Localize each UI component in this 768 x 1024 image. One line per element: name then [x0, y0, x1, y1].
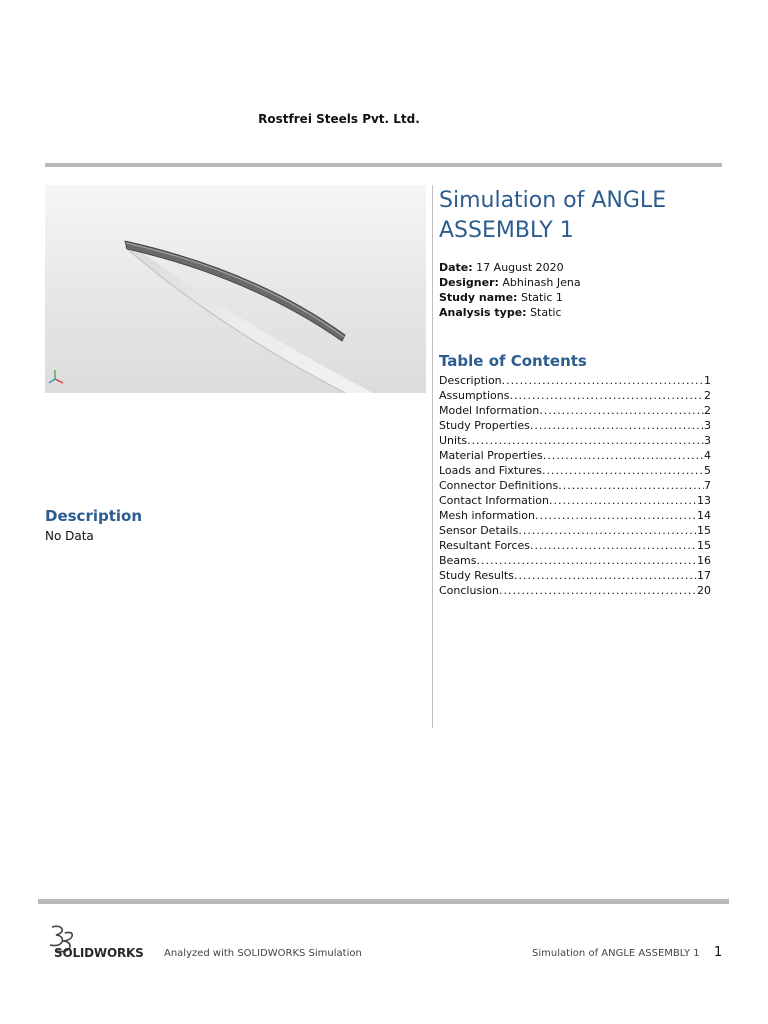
toc-item-label: Study Properties — [439, 419, 530, 432]
toc-leader — [509, 388, 704, 403]
model-render — [45, 185, 426, 393]
toc-item-label: Conclusion — [439, 584, 499, 597]
meta-designer — [439, 275, 581, 290]
toc-item[interactable] — [439, 553, 711, 568]
toc-heading: Table of Contents — [439, 352, 587, 370]
toc-item-page: 20 — [697, 584, 711, 597]
toc-item-page: 7 — [704, 479, 711, 492]
footer-rule — [38, 899, 729, 904]
toc-leader — [535, 508, 697, 523]
toc-item-label: Mesh information — [439, 509, 535, 522]
toc-leader — [558, 478, 704, 493]
meta-analysis — [439, 305, 581, 320]
toc-item-label: Study Results — [439, 569, 514, 582]
footer-study-title: Simulation of ANGLE ASSEMBLY 1 — [532, 948, 700, 959]
toc-item-page: 3 — [704, 434, 711, 447]
toc-item[interactable] — [439, 418, 711, 433]
toc-item-page: 4 — [704, 449, 711, 462]
toc-item[interactable] — [439, 478, 711, 493]
toc-leader — [542, 463, 704, 478]
toc-item-label: Connector Definitions — [439, 479, 559, 492]
model-svg — [45, 185, 426, 393]
meta-study-value: Static 1 — [520, 291, 563, 304]
toc-item-label: Model Information — [439, 404, 540, 417]
report-title: Simulation of ANGLE ASSEMBLY 1 — [439, 188, 667, 243]
toc-item[interactable] — [439, 523, 711, 538]
toc-item[interactable] — [439, 508, 711, 523]
toc-item-page: 16 — [697, 554, 711, 567]
toc-item[interactable] — [439, 493, 711, 508]
toc-item[interactable] — [439, 448, 711, 463]
xyz-triad-icon — [49, 370, 63, 383]
meta-analysis-value: Static — [530, 306, 562, 319]
meta-date-label: Date: — [439, 261, 473, 274]
toc-leader — [467, 433, 704, 448]
toc-leader — [518, 523, 697, 538]
toc-item-label: Contact Information — [439, 494, 549, 507]
toc-item-page: 14 — [697, 509, 711, 522]
page-number: 1 — [714, 945, 723, 960]
toc-item[interactable] — [439, 568, 711, 583]
toc-leader — [530, 418, 704, 433]
toc-item-label: Resultant Forces — [439, 539, 531, 552]
toc-leader — [514, 568, 697, 583]
meta-date — [439, 260, 581, 275]
toc-item-page: 2 — [704, 389, 711, 402]
meta-designer-value: Abhinash Jena — [502, 276, 581, 289]
table-of-contents — [439, 373, 711, 598]
toc-item-page: 2 — [704, 404, 711, 417]
company-name: Rostfrei Steels Pvt. Ltd. — [258, 112, 420, 126]
meta-study — [439, 290, 581, 305]
toc-item-label: Description — [439, 374, 502, 387]
toc-leader — [530, 538, 697, 553]
toc-item-label: Loads and Fixtures — [439, 464, 542, 477]
header-rule — [45, 163, 722, 167]
toc-item-label: Sensor Details — [439, 524, 519, 537]
toc-leader — [549, 493, 697, 508]
toc-item[interactable] — [439, 403, 711, 418]
report-meta — [439, 260, 581, 320]
toc-item-page: 1 — [704, 374, 711, 387]
toc-leader — [543, 448, 704, 463]
description-heading: Description — [45, 507, 143, 525]
toc-item-page: 5 — [704, 464, 711, 477]
beam-shadow — [125, 247, 373, 393]
toc-item[interactable] — [439, 388, 711, 403]
meta-study-label: Study name: — [439, 291, 518, 304]
toc-item-label: Material Properties — [439, 449, 543, 462]
toc-item[interactable] — [439, 463, 711, 478]
toc-item[interactable] — [439, 373, 711, 388]
meta-analysis-label: Analysis type: — [439, 306, 527, 319]
toc-item-label: Assumptions — [439, 389, 510, 402]
toc-item[interactable] — [439, 583, 711, 598]
toc-item-page: 17 — [697, 569, 711, 582]
meta-designer-label: Designer: — [439, 276, 499, 289]
toc-item-page: 3 — [704, 419, 711, 432]
toc-item[interactable] — [439, 433, 711, 448]
toc-item-label: Units — [439, 434, 468, 447]
solidworks-wordmark: SOLIDWORKS — [54, 946, 144, 960]
meta-date-value: 17 August 2020 — [476, 261, 564, 274]
toc-leader — [499, 583, 697, 598]
column-divider — [432, 185, 433, 728]
description-text: No Data — [45, 529, 94, 543]
toc-item-page: 15 — [697, 539, 711, 552]
toc-item-page: 15 — [697, 524, 711, 537]
toc-leader — [539, 403, 704, 418]
toc-item-label: Beams — [439, 554, 477, 567]
footer-analyzed-with: Analyzed with SOLIDWORKS Simulation — [164, 948, 362, 959]
toc-leader — [502, 373, 704, 388]
toc-leader — [477, 553, 697, 568]
toc-item-page: 13 — [697, 494, 711, 507]
toc-item[interactable] — [439, 538, 711, 553]
